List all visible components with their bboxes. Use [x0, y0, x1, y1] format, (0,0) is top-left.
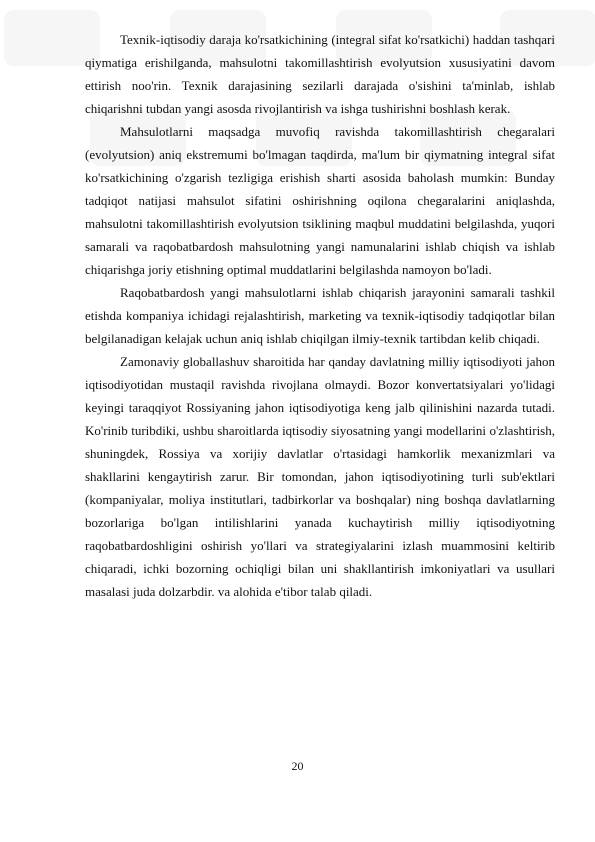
paragraph: Raqobatbardosh yangi mahsulotlarni ishlab chiqarish jarayonini samarali tashkil etishda kompaniya ichidagi rejalashtirish, marketing va texnik-iqtisodiy tadqiqotlar bilan belgilanadigan kelajak uchun aniq ishlab chiqilgan ilmiy-texnik tartibdan kelib chiqadi.: [85, 285, 555, 346]
paragraph: Mahsulotlarni maqsadga muvofiq ravishda takomillashtirish chegaralari (evolyutsion) aniq ekstremumi bo'lmagan taqdirda, ma'lum bir qiymatning integral sifat ko'rsatkichining o'zgarish tezligiga erishish sharti asosida baholash mumkin: Bunday tadqiqot natijasi mahsulot sifatini oshirishning oqilona chegaralarini aniqlashda, mahsulotni takomillashtirish evolyutsion tsiklining maqbul muddatini belgilashda, yuqori samarali va raqobatbardosh mahsulotning yangi namunalarini ishlab chiqish va ishlab chiqarishga joriy etishning optimal muddatlarini belgilashda namoyon bo'ladi.: [85, 124, 555, 277]
body-text: [85, 28, 555, 603]
paragraph: Texnik-iqtisodiy daraja ko'rsatkichining (integral sifat ko'rsatkichi) haddan tashqari qiymatiga erishilganda, mahsulotni takomillashtirish evolyutsion xususiyatini davom ettirish noo'rin. Texnik darajasining sezilarli darajada o'sishini ta'minlab, ishlab chiqarishni tubdan yangi asosda rivojlantirish va ishga tushirishni boshlash kerak.: [85, 32, 555, 116]
paragraph: Zamonaviy globallashuv sharoitida har qanday davlatning milliy iqtisodiyoti jahon iqtisodiyotidan mustaqil ravishda rivojlana olmaydi. Bozor konvertatsiyalari yo'lidagi keyingi taraqqiyot Rossiyaning jahon iqtisodiyotiga keng jalb qilinishini nazarda tutadi. Ko'rinib turibdiki, ushbu sharoitlarda iqtisodiy siyosatning yangi modellarini o'zlashtirish, shuningdek, Rossiya va xorijiy davlatlar o'rtasidagi hamkorlik mexanizmlari va shakllarini kengaytirish zarur. Bir tomondan, jahon iqtisodiyotining turli sub'ektlari (kompaniyalar, moliya institutlari, tadbirkorlar va boshqalar) ning boshqa davlatlarning bozorlariga bo'lgan intilishlarini yanada kuchaytirish milliy iqtisodiyotning raqobatbardoshligini oshirish yo'llari va strategiyalarini izlash muammosini keltirib chiqaradi, ichki bozorning ochiqligi bilan uni shakllantirish imkoniyatlari va usullari masalasi juda dolzarbdir. va alohida e'tibor talab qiladi.: [85, 354, 555, 599]
page-number: 20: [291, 759, 304, 773]
